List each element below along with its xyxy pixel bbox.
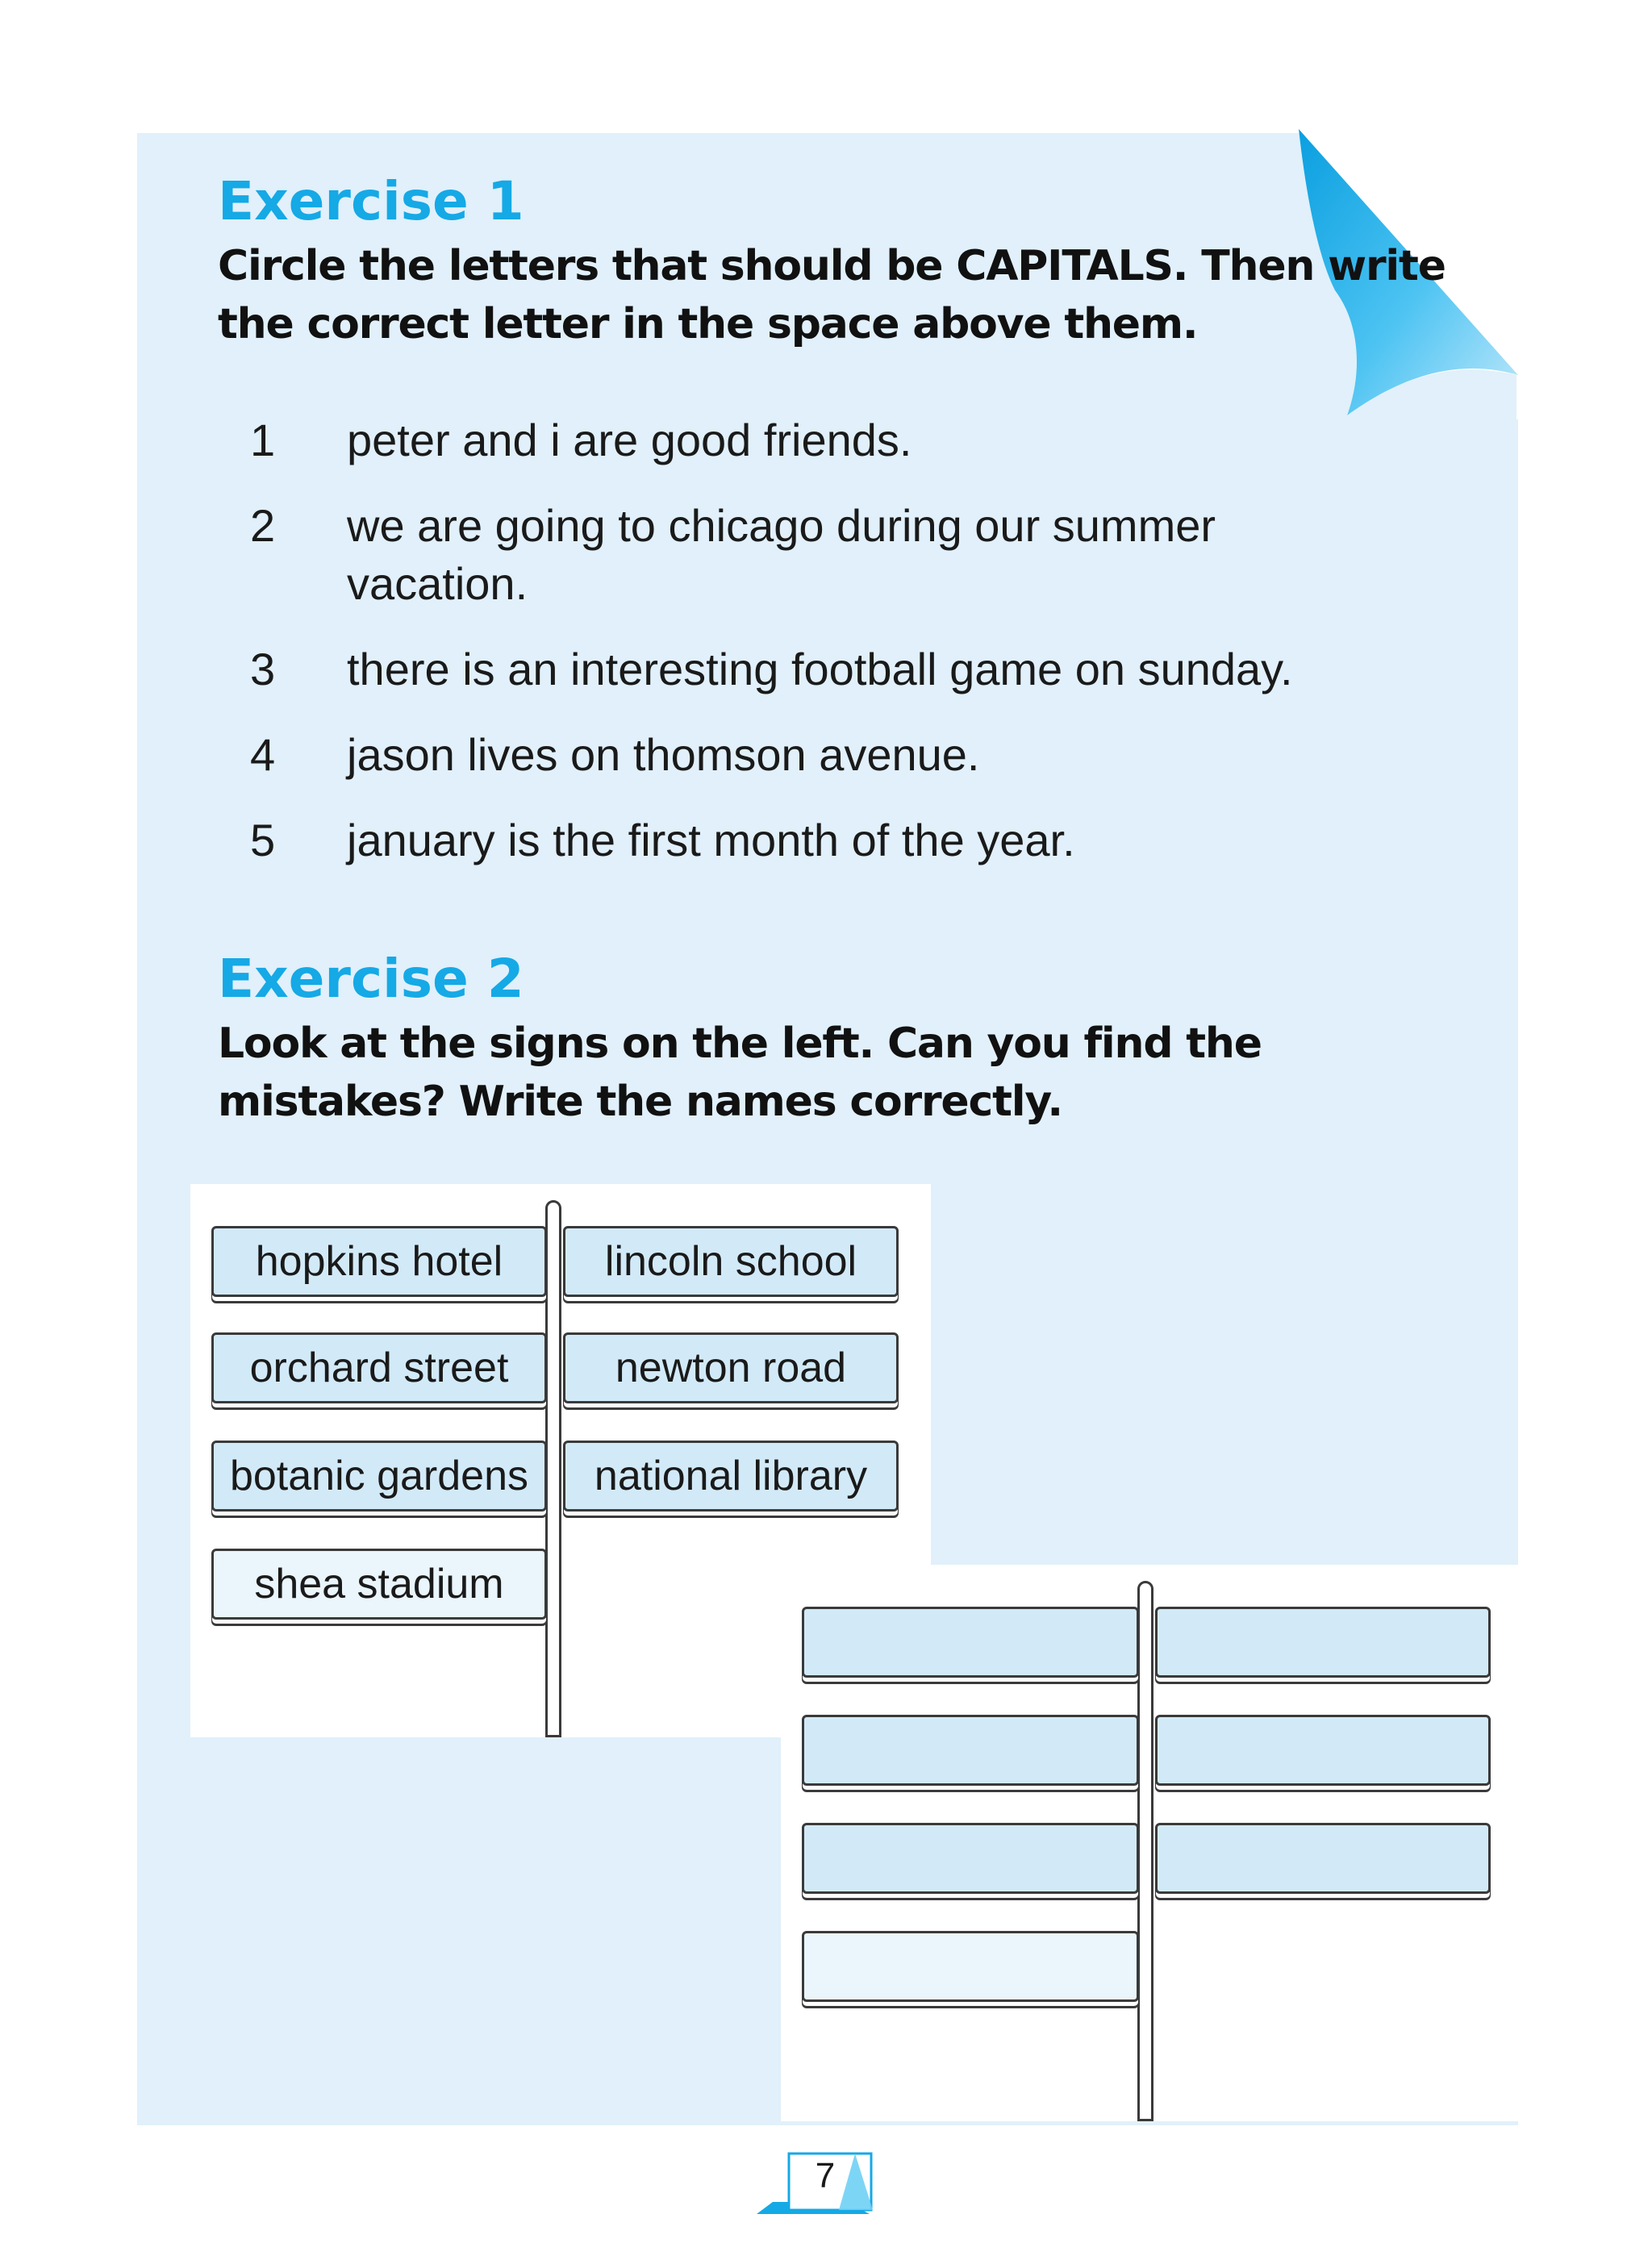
item-number: 3: [250, 644, 276, 694]
page-number: 7: [815, 2156, 836, 2195]
answer-sign-blank[interactable]: [802, 1823, 1139, 1894]
item-number: 2: [250, 500, 276, 551]
sign-shea-stadium: shea stadium: [211, 1549, 547, 1620]
item-sentence: we are going to chicago during our summer vacation.: [347, 500, 1216, 609]
item-number: 5: [250, 815, 276, 865]
signpost-pole: [1137, 1581, 1153, 2121]
item-sentence: there is an interesting football game on sunday.: [347, 644, 1293, 694]
list-item: [250, 497, 1379, 613]
answer-sign-blank[interactable]: [1155, 1715, 1491, 1786]
signpost-pole: [545, 1200, 561, 1737]
exercise-1-title: Exercise 1: [218, 170, 524, 232]
list-item: [250, 640, 1379, 698]
answer-sign-blank[interactable]: [1155, 1607, 1491, 1678]
sign-lincoln-school: lincoln school: [563, 1226, 899, 1297]
exercise-2-instruction-line-2: mistakes? Write the names correctly.: [218, 1078, 1062, 1126]
answer-sign-blank[interactable]: [802, 1715, 1139, 1786]
item-sentence: peter and i are good friends.: [347, 415, 912, 465]
exercise-1-sentence-list: [250, 411, 1379, 897]
exercise-2-instruction-line-1: Look at the signs on the left. Can you find the: [218, 1020, 1262, 1068]
list-item: [250, 811, 1379, 869]
exercise-2-title: Exercise 2: [218, 948, 524, 1010]
list-item: [250, 411, 1379, 469]
sign-hopkins-hotel: hopkins hotel: [211, 1226, 547, 1297]
item-sentence: jason lives on thomson avenue.: [347, 729, 980, 780]
exercise-1-instruction-line-1: Circle the letters that should be CAPITALS. Then write: [218, 242, 1446, 290]
sign-newton-road: newton road: [563, 1332, 899, 1403]
item-sentence: january is the first month of the year.: [347, 815, 1075, 865]
sign-orchard-street: orchard street: [211, 1332, 547, 1403]
item-number: 4: [250, 729, 276, 780]
answer-sign-blank[interactable]: [802, 1607, 1139, 1678]
answer-sign-blank[interactable]: [802, 1931, 1139, 2002]
exercise-1-instruction-line-2: the correct letter in the space above them.: [218, 300, 1198, 348]
item-number: 1: [250, 415, 276, 465]
sign-national-library: national library: [563, 1441, 899, 1512]
answer-sign-blank[interactable]: [1155, 1823, 1491, 1894]
list-item: [250, 726, 1379, 784]
sign-botanic-gardens: botanic gardens: [211, 1441, 547, 1512]
